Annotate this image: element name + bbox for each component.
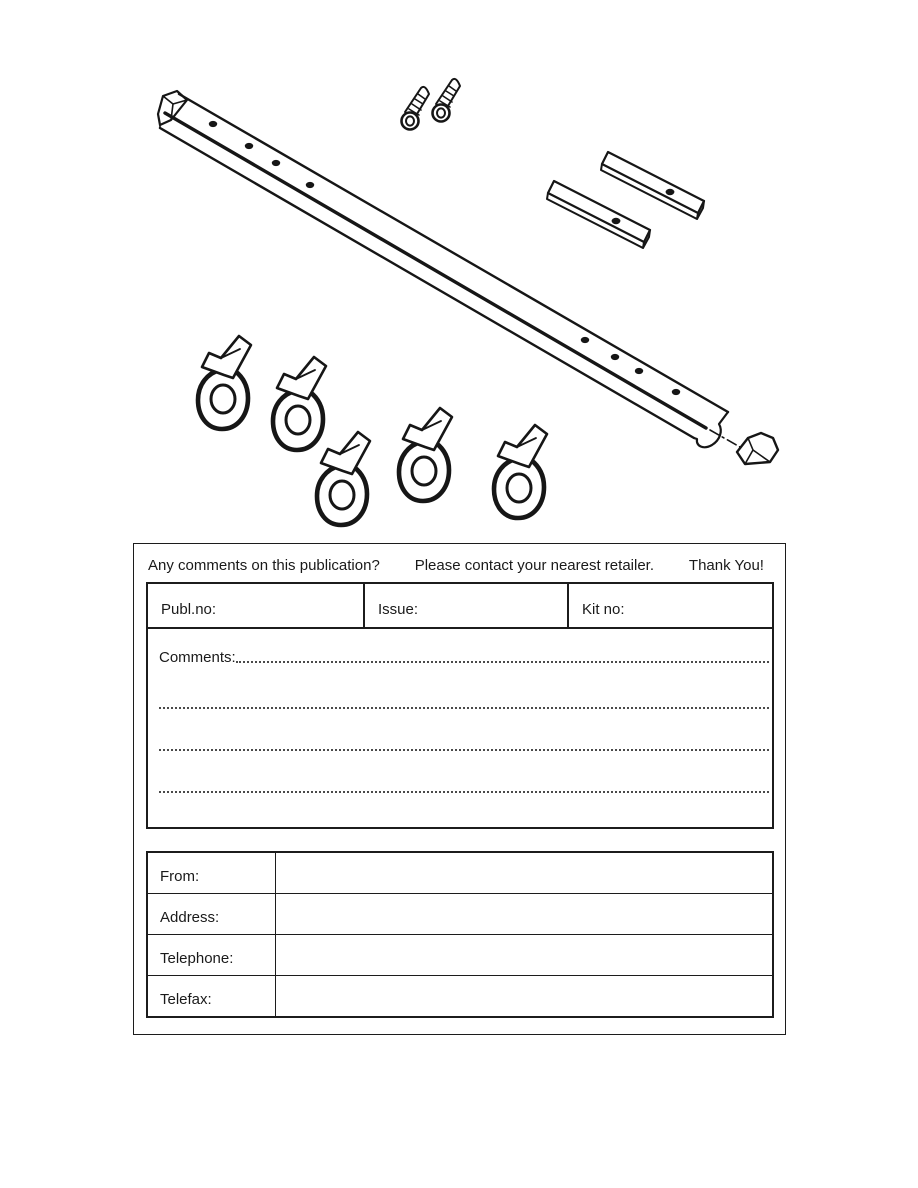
comments-writing-line (159, 749, 769, 751)
publication-table-header (148, 584, 772, 629)
form-header (148, 557, 764, 574)
publ-no-label: Publ.no: (161, 601, 217, 618)
hook-clip-icon (494, 425, 547, 518)
comments-label: Comments: (159, 649, 236, 666)
comments-writing-line (236, 661, 769, 663)
telefax-label: Telefax: (148, 976, 276, 1016)
from-value (276, 853, 772, 893)
comments-writing-line (159, 791, 769, 793)
telefax-value (276, 976, 772, 1016)
comments-section (148, 629, 772, 827)
from-row (148, 853, 772, 894)
screw-icon (433, 79, 461, 122)
hook-clip-icon (399, 408, 452, 501)
spacer-plate-icon (547, 181, 650, 248)
issue-field (365, 584, 569, 627)
telephone-row (148, 935, 772, 976)
issue-label: Issue: (378, 601, 419, 618)
comment-form (133, 543, 786, 1035)
spacer-plate-icon (601, 152, 704, 219)
address-value (276, 894, 772, 934)
address-label: Address: (148, 894, 276, 934)
hook-clip-icon (317, 432, 370, 525)
from-label: From: (148, 853, 276, 893)
telephone-label: Telephone: (148, 935, 276, 975)
address-row (148, 894, 772, 935)
parts-diagram (0, 0, 918, 540)
hook-clip-icon (198, 336, 251, 429)
contact-instruction: Please contact your nearest retailer. (414, 557, 654, 574)
comments-row (159, 649, 769, 666)
thanks-note: Thank You! (688, 557, 764, 574)
screw-icon (402, 87, 430, 130)
kit-no-label: Kit no: (582, 601, 625, 618)
publication-question: Any comments on this publication? (148, 557, 380, 574)
load-rail-icon (158, 91, 728, 447)
comments-writing-line (159, 707, 769, 709)
sender-table (146, 851, 774, 1018)
publ-no-field (148, 584, 365, 627)
telephone-value (276, 935, 772, 975)
kit-no-field (569, 584, 772, 627)
telefax-row (148, 976, 772, 1016)
publication-table (146, 582, 774, 829)
hook-clip-icon (273, 357, 326, 450)
